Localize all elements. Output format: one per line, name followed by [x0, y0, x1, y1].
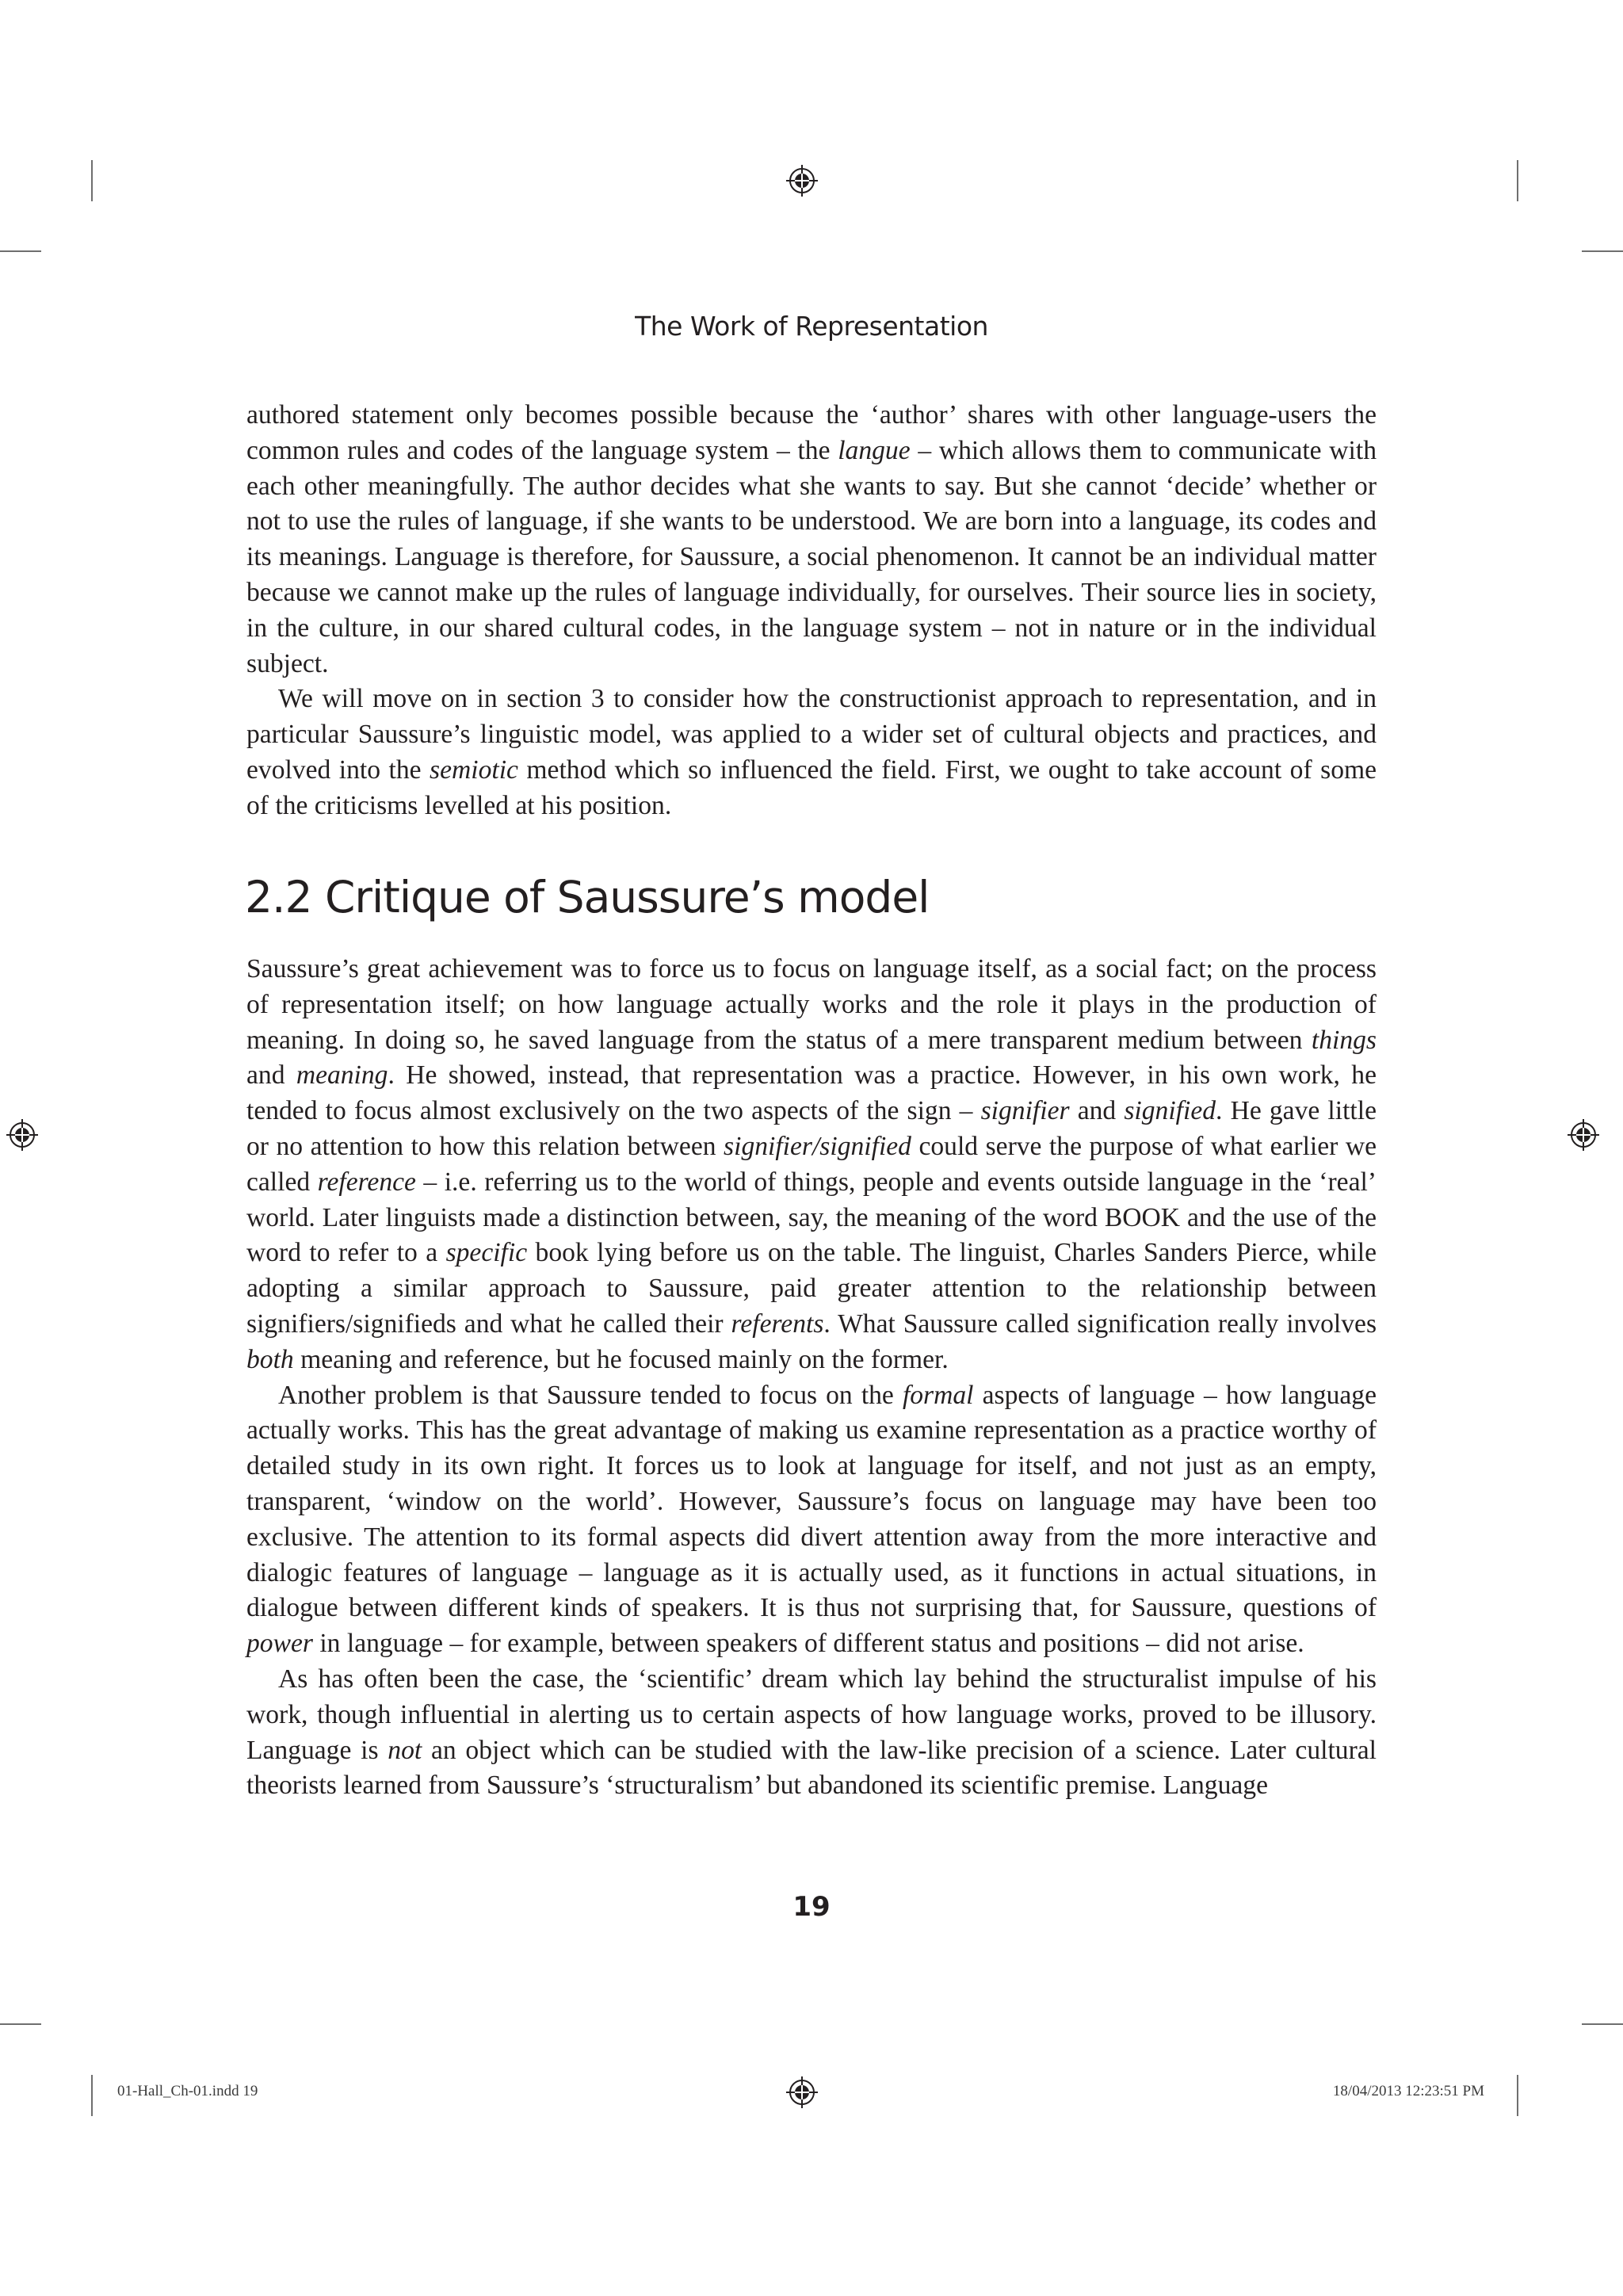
registration-mark-bottom-icon [785, 2075, 819, 2110]
text-run: Another problem is that Saussure tended to focus on the [278, 1380, 903, 1410]
paragraph [246, 1662, 1377, 1804]
text-run: and [1069, 1096, 1125, 1126]
paragraph [246, 1378, 1377, 1662]
italic-term: semiotic [430, 755, 518, 785]
text-run: authored statement only becomes possible because the ‘author’ shares with other language-users the common rules and codes of the language system – the [246, 400, 1377, 465]
italic-term: langue [838, 435, 911, 465]
italic-term: signified [1124, 1096, 1216, 1126]
text-run: We will move on in section 3 to consider how the constructionist approach to representation, and in particular Saussure’s linguistic model, was applied to a wider set of cultural objects and practices, and evolved into the [246, 684, 1377, 785]
crop-mark-top-right-vertical [1517, 160, 1518, 201]
paragraph [246, 952, 1377, 1378]
text-run: . He showed, instead, that representation was a practice. However, in his own work, he tended to focus almost exclusively on the two aspects of the sign – [246, 1060, 1377, 1126]
italic-term: specific [445, 1238, 528, 1268]
page-number: 19 [792, 1891, 831, 1923]
italic-term: formal [902, 1380, 974, 1410]
print-timestamp: 18/04/2013 12:23:51 PM [1332, 2083, 1484, 2099]
text-run: could serve the purpose of what earlier we called [246, 1131, 1377, 1197]
text-run: – which allows them to communicate with each other meaningfully. The author decides what she wants to say. But she cannot ‘decide’ whether or not to use the rules of language, if she wants to be understood. We are born into a language, its codes and its meanings. Language is therefore, for Saussure, a social phenomenon. It cannot be an individual matter because we cannot make up the rules of language individually, for ourselves. Their source lies in society, in the culture, in our shared cultural codes, in the language system – not in nature or in the individual subject. [246, 435, 1377, 678]
registration-mark-right-icon [1566, 1117, 1601, 1152]
text-run: and [246, 1060, 296, 1091]
text-run: . What Saussure called signification really involves [823, 1308, 1377, 1339]
italic-term: both [246, 1344, 294, 1374]
crop-mark-top-left-vertical [91, 160, 93, 201]
paragraph [246, 682, 1377, 823]
body-text-bottom [246, 952, 1377, 1804]
crop-mark-bottom-left-horizontal [0, 2023, 41, 2025]
section-heading: 2.2 Critique of Saussure’s model [245, 872, 930, 923]
text-run: aspects of language – how language actually works. This has the great advantage of making us examine representation as a practice worthy of detailed study in its own right. It forces us to look at language for itself, and not just as an empty, transparent, ‘window on the world’. However, Saussure’s focus on language may have been too exclusive. The attention to its formal aspects did divert attention away from the more interactive and dialogic features of language – language as it is actually used, as it functions in actual situations, in dialogue between different kinds of speakers. It is thus not surprising that, for Saussure, questions of [246, 1380, 1377, 1623]
crop-mark-bottom-right-horizontal [1582, 2023, 1623, 2025]
text-run: book lying before us on the table. The linguist, Charles Sanders Pierce, while adopting a similar approach to Saussure, paid greater attention to the relationship between signifiers/signifieds and what he called their [246, 1238, 1377, 1339]
text-run: meaning and reference, but he focused mainly on the former. [293, 1344, 949, 1374]
italic-term: signifier/signified [724, 1131, 911, 1161]
body-text-top [246, 398, 1377, 824]
text-run: method which so influenced the field. First, we ought to take account of some of the criticisms levelled at his position. [246, 755, 1377, 820]
italic-term: not [388, 1735, 422, 1765]
italic-term: power [246, 1629, 313, 1659]
crop-mark-bottom-right-vertical [1517, 2075, 1518, 2116]
italic-term: reference [317, 1167, 416, 1197]
text-run: – i.e. referring us to the world of things, people and events outside language in the ‘real’ world. Later linguists made a distinction between, say, the meaning of the word BOOK and the use of the word to refer to a [246, 1167, 1377, 1268]
crop-mark-bottom-left-vertical [91, 2075, 93, 2116]
text-run: . He gave little or no attention to how this relation between [246, 1096, 1377, 1161]
crop-mark-top-right-horizontal [1582, 250, 1623, 252]
running-head: The Work of Representation [635, 311, 988, 342]
crop-mark-top-left-horizontal [0, 250, 41, 252]
file-slug: 01-Hall_Ch-01.indd 19 [117, 2083, 258, 2099]
registration-mark-top-icon [785, 163, 819, 198]
text-run: As has often been the case, the ‘scientific’ dream which lay behind the structuralist impulse of his work, though influential in alerting us to certain aspects of how language works, proved to be illusory. Language is [246, 1664, 1377, 1765]
text-run: in language – for example, between speakers of different status and positions – did not arise. [312, 1629, 1304, 1659]
paragraph [246, 398, 1377, 682]
text-run: an object which can be studied with the law-like precision of a science. Later cultural theorists learned from Saussure’s ‘structuralism’ but abandoned its scientific premise. Language [246, 1735, 1377, 1801]
italic-term: referents [731, 1308, 824, 1339]
italic-term: things [1311, 1025, 1377, 1055]
italic-term: meaning [296, 1060, 388, 1091]
registration-mark-left-icon [5, 1117, 40, 1152]
italic-term: signifier [980, 1096, 1070, 1126]
text-run: Saussure’s great achievement was to force us to focus on language itself, as a social fact; on the process of representation itself; on how language actually works and the role it plays in the production of meaning. In doing so, he saved language from the status of a mere transparent medium between [246, 954, 1377, 1055]
